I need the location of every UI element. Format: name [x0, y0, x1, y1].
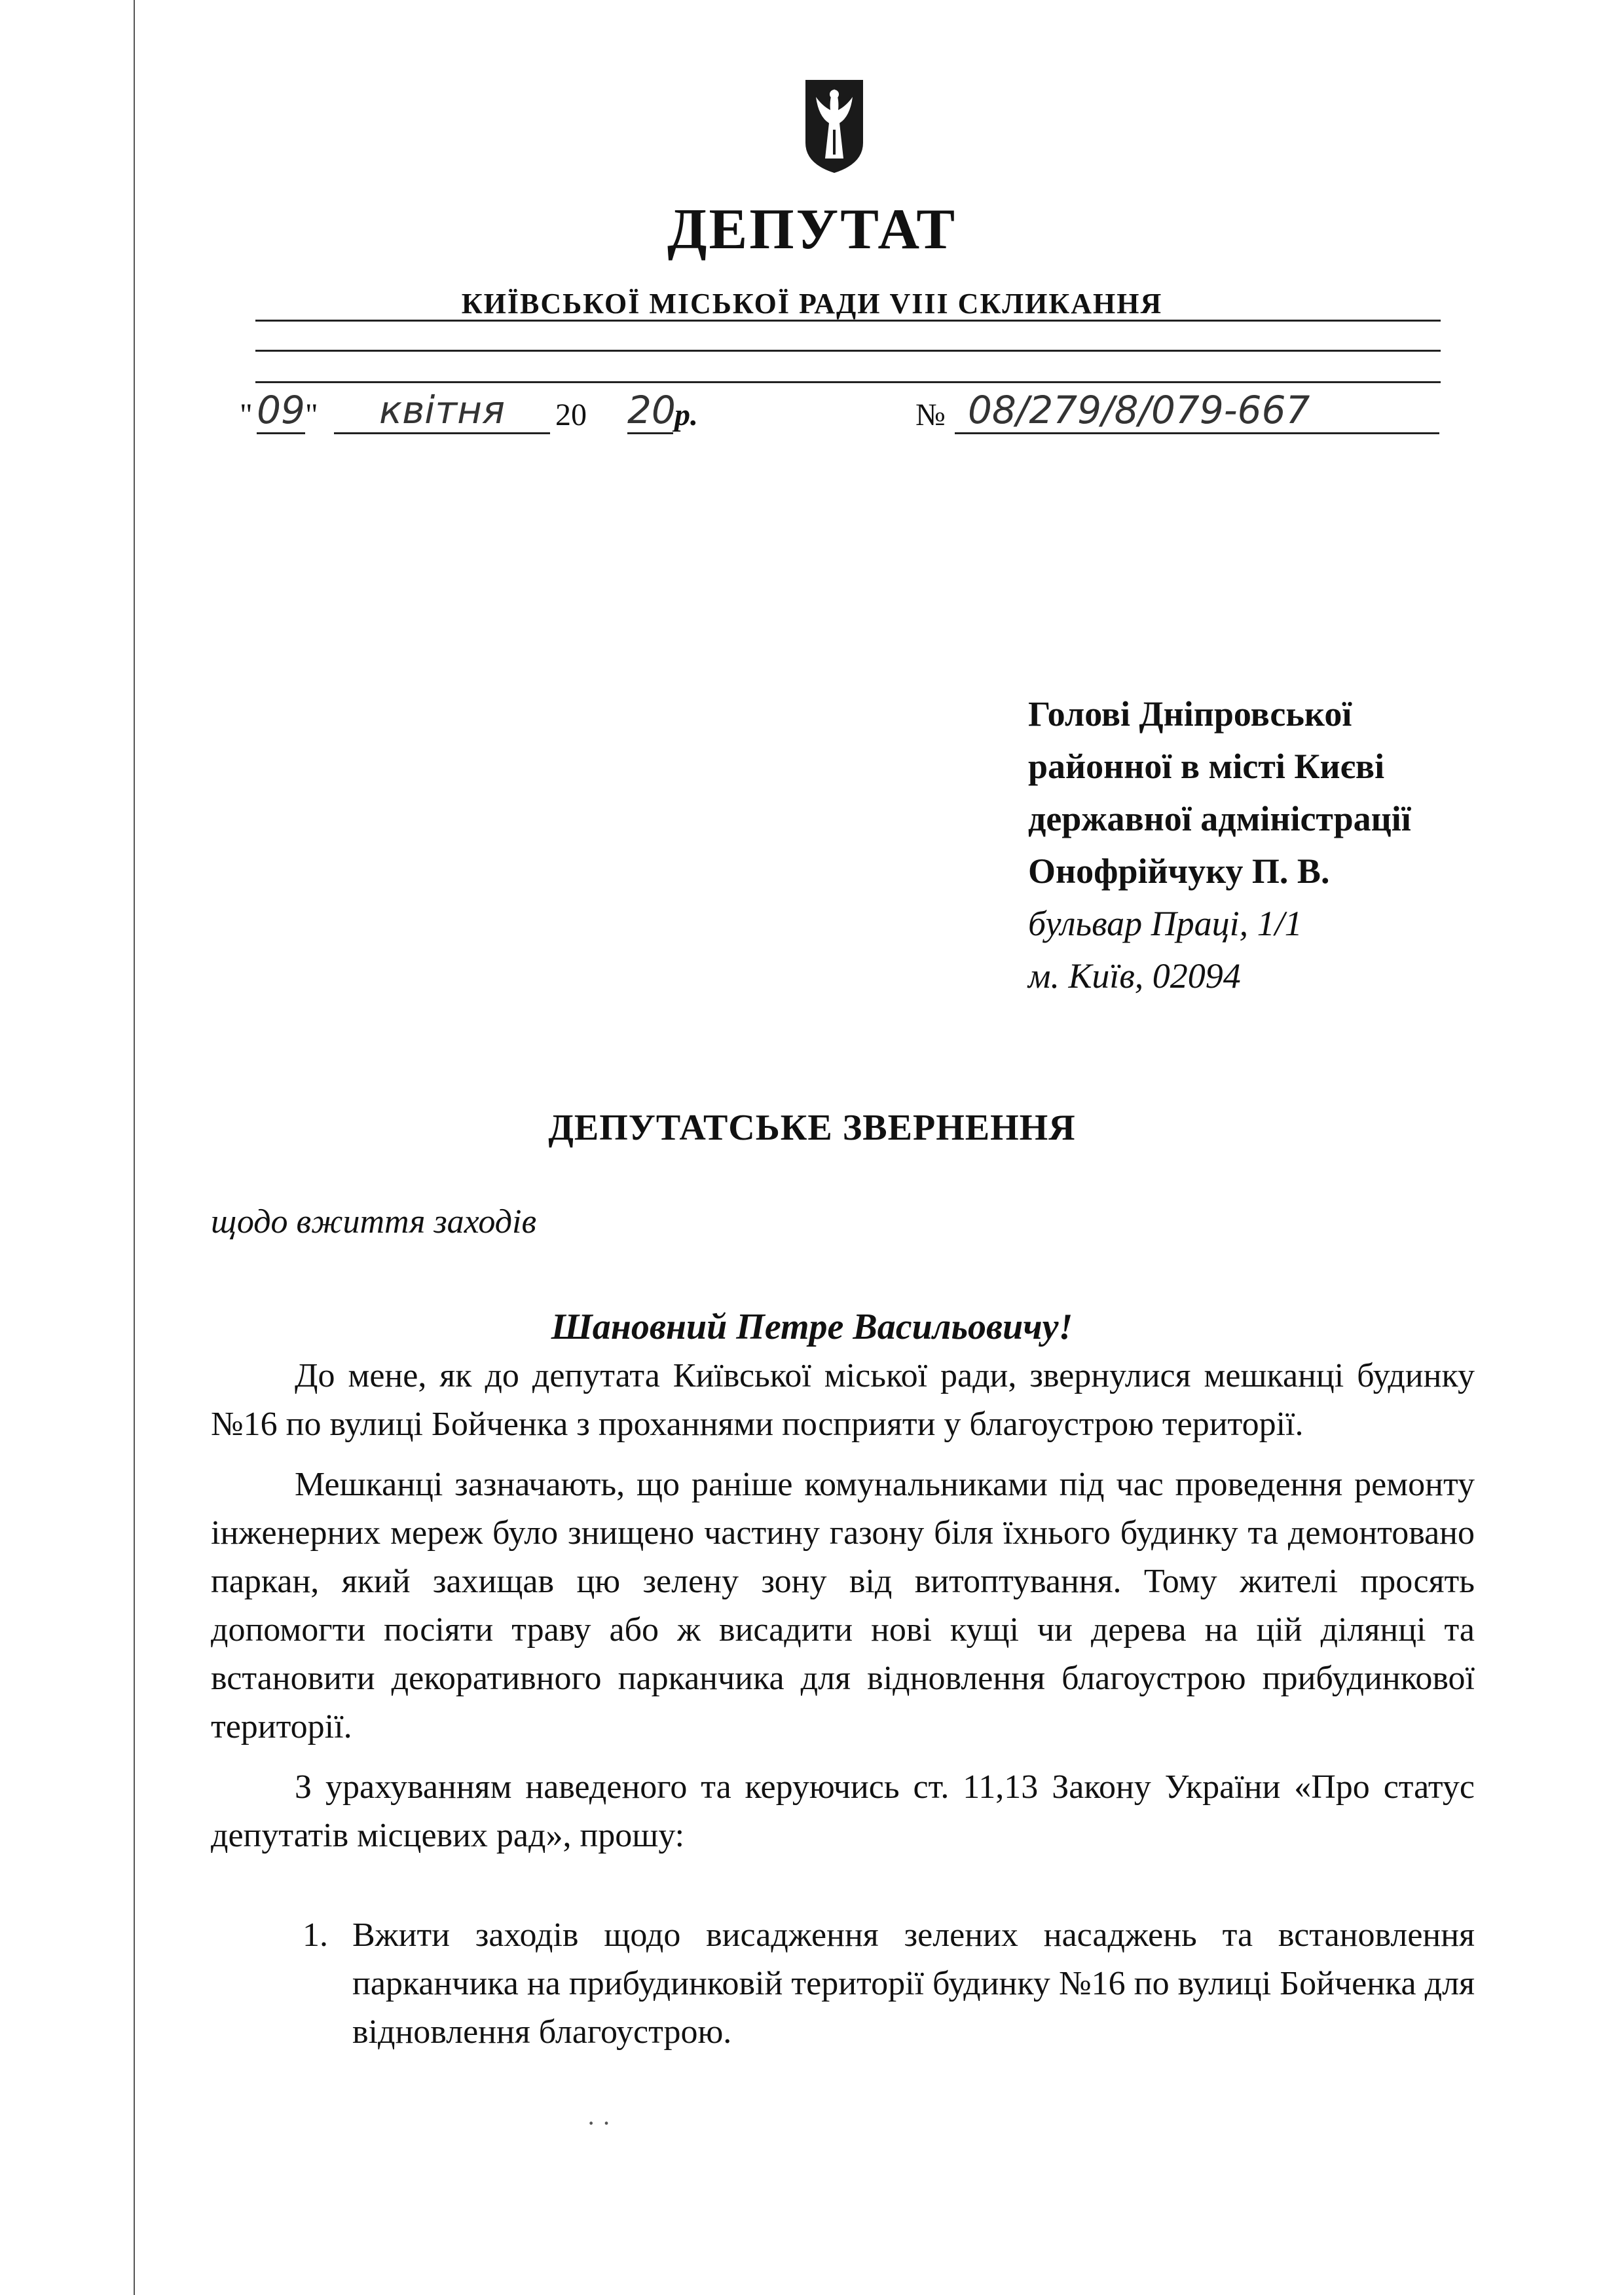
date-year: 20: [627, 388, 673, 434]
document-title: ДЕПУТАТ: [667, 198, 957, 261]
addressee-block: [1028, 688, 1411, 1002]
body-paragraph-2: Мешканці зазначають, що раніше комунальниками під час проведення ремонту інженерних мереж було знищено частину газону біля їхнього будинку та демонтовано паркан, який захищав цю зелену зону від витоптування. Тому жителі просять допомогти посіяти траву або ж висадити нові кущі чи дерева на цій ділянці та встановити декоративного парканчика для відновлення благоустрою прибудинкової території.: [211, 1466, 1475, 1745]
addressee-city: м. Київ, 02094: [1028, 956, 1241, 996]
addressee-line-3: державної адміністрації: [1028, 799, 1411, 838]
list-item-number: 1.: [303, 1916, 328, 1954]
date-month: квітня: [334, 388, 550, 434]
addressee-line-1: Голові Дніпровської: [1028, 694, 1352, 734]
date-quote-close: ": [305, 398, 318, 432]
appeal-heading: ДЕПУТАТСЬКЕ ЗВЕРНЕННЯ: [548, 1108, 1076, 1148]
letter-body: [211, 1352, 1475, 1860]
appeal-subject: щодо вжиття заходів: [211, 1203, 537, 1241]
header-rule-top: [255, 320, 1441, 322]
document-number: 08/279/8/079-667: [955, 388, 1439, 434]
list-item: [303, 1911, 1475, 2057]
body-paragraph-3: З урахуванням наведеного та керуючись ст. 11,13 Закону України «Про статус депутатів місцевих рад», прошу:: [211, 1768, 1475, 1854]
addressee-name: Онофрійчуку П. В.: [1028, 851, 1330, 891]
date-century: 20: [555, 398, 587, 432]
header-rule-bottom: [255, 381, 1441, 383]
body-paragraph-1: До мене, як до депутата Київської міської ради, звернулися мешканці будинку №16 по вулиці Бойченка з проханнями посприяти у благоустрою території.: [211, 1357, 1475, 1443]
list-item-text: Вжити заходів щодо висадження зелених насаджень та встановлення парканчика на прибудинковій території будинку №16 по вулиці Бойченка для відновлення благоустрою.: [352, 1916, 1475, 2051]
addressee-line-2: районної в місті Києві: [1028, 747, 1385, 786]
scan-specks: · ·: [587, 2108, 611, 2138]
kyiv-coat-of-arms-icon: [803, 77, 866, 176]
number-label: №: [915, 398, 946, 432]
date-day: 09: [257, 388, 305, 434]
request-list: [303, 1911, 1475, 2057]
addressee-street: бульвар Праці, 1/1: [1028, 904, 1302, 943]
salutation: Шановний Петре Васильовичу!: [551, 1307, 1073, 1347]
document-subtitle: КИЇВСЬКОЇ МІСЬКОЇ РАДИ VIII СКЛИКАННЯ: [461, 288, 1163, 320]
date-suffix: р.: [674, 398, 698, 432]
header-rule-middle: [255, 350, 1441, 352]
date-quote-open: ": [240, 398, 253, 432]
